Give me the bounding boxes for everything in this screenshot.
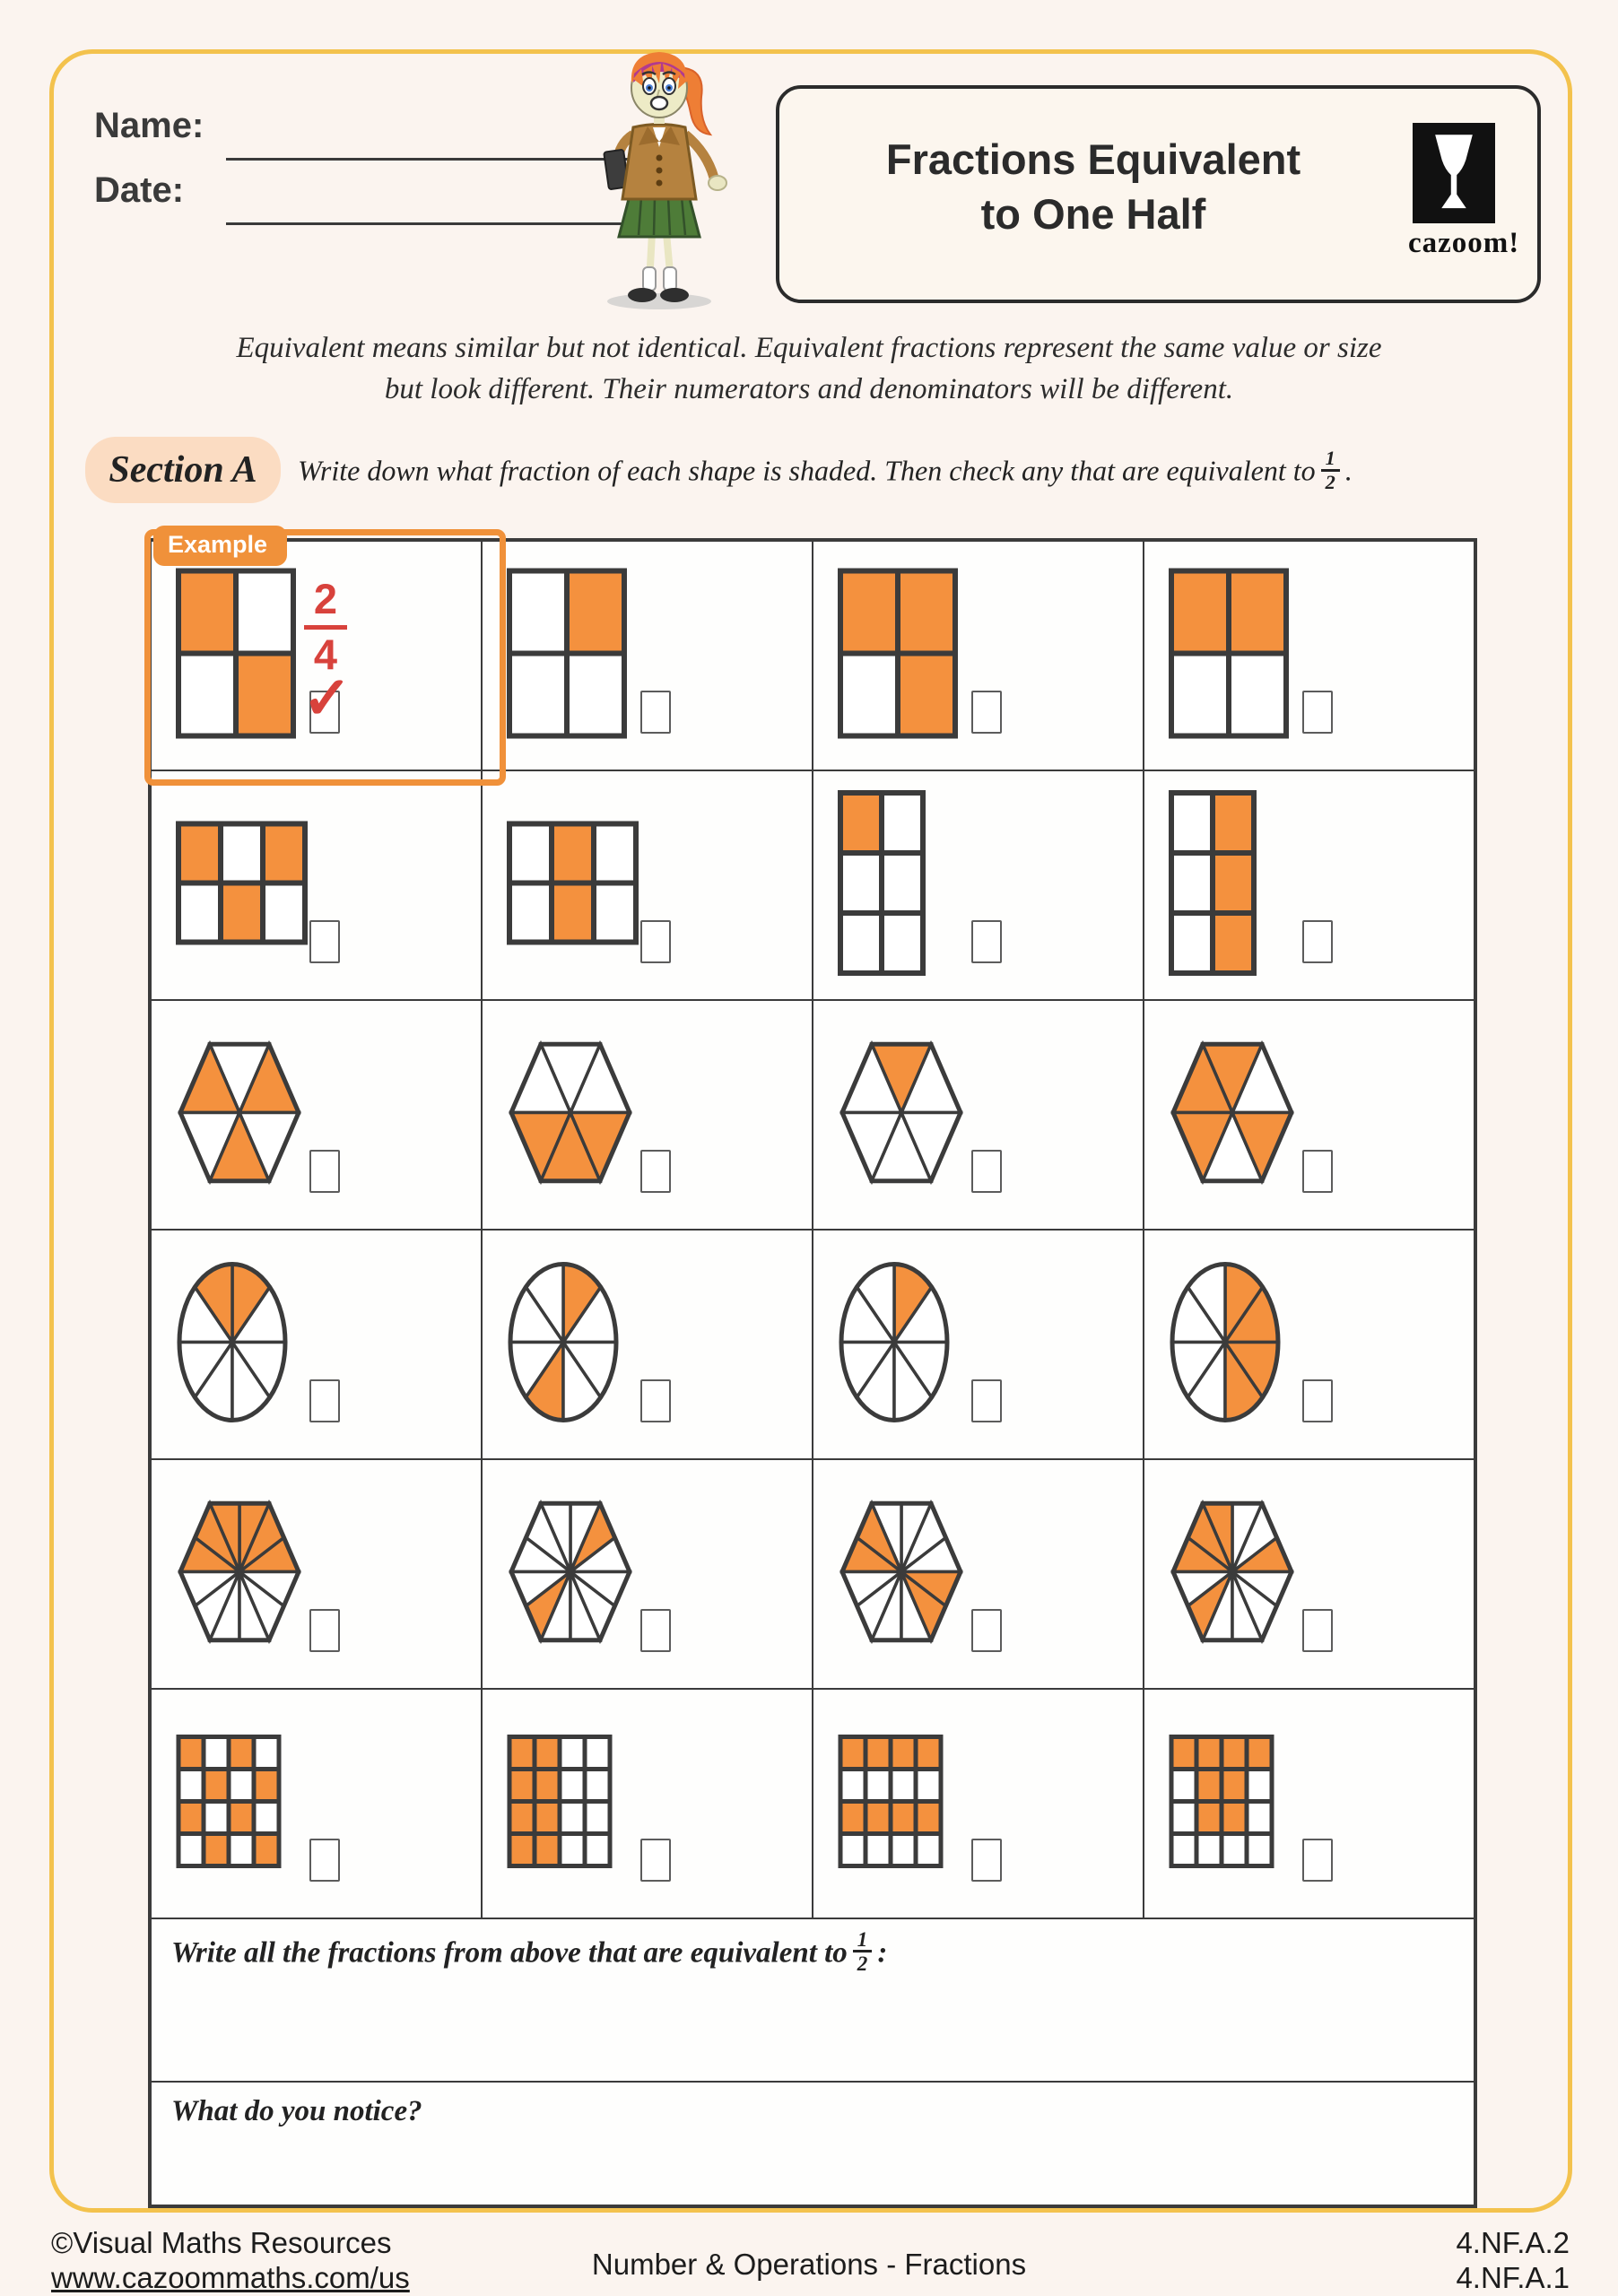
- fraction-shape: [175, 1260, 290, 1425]
- name-label: Name:: [94, 106, 204, 145]
- fraction-shape-wrap: [1168, 1734, 1275, 1874]
- cazoom-logo-icon: [1413, 123, 1495, 223]
- fraction-cell-10: [482, 1000, 813, 1230]
- equivalent-checkbox[interactable]: [1302, 691, 1333, 734]
- fraction-shape-wrap: [175, 1488, 304, 1661]
- equivalent-checkbox[interactable]: [640, 1839, 671, 1882]
- intro-line1: Equivalent means similar but not identical. Equivalent fractions represent the same value or size: [236, 332, 1382, 364]
- fraction-shape: [175, 1029, 304, 1197]
- fraction-shape-wrap: [506, 1488, 635, 1661]
- fraction-shape: [1168, 789, 1257, 977]
- fraction-cell-17: [151, 1459, 482, 1689]
- fraction-cell-16: [1144, 1230, 1474, 1459]
- fraction-shape-wrap: [175, 1260, 290, 1430]
- fraction-cell-19: [813, 1459, 1144, 1689]
- equivalent-checkbox[interactable]: [309, 920, 340, 963]
- fraction-shape: [1168, 1029, 1297, 1197]
- notice-answer-space[interactable]: [152, 2136, 1474, 2205]
- intro-line2: but look different. Their numerators and denominators will be different.: [384, 372, 1234, 405]
- date-label: Date:: [94, 170, 185, 210]
- equivalent-checkbox[interactable]: [640, 1379, 671, 1422]
- title-line2: to One Half: [980, 190, 1206, 239]
- title-line1: Fractions Equivalent: [885, 135, 1301, 183]
- equivalent-checkbox[interactable]: [309, 1150, 340, 1193]
- fraction-shape: [1168, 1260, 1283, 1425]
- equivalent-checkbox[interactable]: [971, 1609, 1002, 1652]
- notice-row: [151, 2082, 1474, 2205]
- equivalent-checkbox[interactable]: [1302, 1150, 1333, 1193]
- fraction-shape: [506, 821, 639, 946]
- fraction-cell-9: [151, 1000, 482, 1230]
- equivalent-checkbox[interactable]: [1302, 920, 1333, 963]
- equivalent-checkbox[interactable]: [309, 1379, 340, 1422]
- fraction-shape: [1168, 1488, 1297, 1657]
- intro-text: [0, 328, 1618, 410]
- equivalent-checkbox[interactable]: [640, 1150, 671, 1193]
- write-fractions-prompt: Write all the fractions from above that are equivalent to: [171, 1936, 848, 1970]
- fraction-cell-18: [482, 1459, 813, 1689]
- fraction-cell-22: [482, 1689, 813, 1918]
- fraction-cell-15: [813, 1230, 1144, 1459]
- fraction-shape: [506, 1734, 613, 1870]
- fraction-shape-wrap: [837, 1488, 966, 1661]
- example-tab: Example: [153, 526, 287, 566]
- cazoom-logo-text: cazoom!: [1408, 227, 1520, 259]
- fraction-cell-7: [813, 770, 1144, 1000]
- fraction-shape: [175, 568, 297, 740]
- fraction-shape-wrap: [1168, 1260, 1283, 1430]
- equivalent-checkbox[interactable]: [309, 1609, 340, 1652]
- one-half-fraction: $\frac{1}{2}$: [1321, 448, 1340, 492]
- fraction-shape: [837, 1029, 966, 1197]
- cartoon-girl-illustration: [565, 45, 753, 314]
- fraction-shape-wrap: [175, 1734, 283, 1874]
- equivalent-checkbox[interactable]: [1302, 1609, 1333, 1652]
- equivalent-checkbox[interactable]: [971, 920, 1002, 963]
- write-fractions-answer-space[interactable]: [152, 1973, 1474, 2081]
- fraction-shape-wrap: [837, 568, 959, 744]
- section-a-instruction-text: Write down what fraction of each shape is shaded. Then check any that are equivalent to: [298, 454, 1316, 487]
- fraction-cell-6: [482, 770, 813, 1000]
- example-answer-numerator: 2: [304, 576, 347, 630]
- fraction-shape-wrap: [506, 568, 628, 744]
- fraction-shape: [837, 1260, 952, 1425]
- fraction-shape-wrap: [1168, 568, 1290, 744]
- fraction-cell-21: [151, 1689, 482, 1918]
- fraction-cell-20: [1144, 1459, 1474, 1689]
- standard-code-1: 4.NF.A.2: [1456, 2226, 1570, 2259]
- fraction-shape: [506, 568, 628, 740]
- fraction-cell-3: [813, 541, 1144, 770]
- fraction-shape-wrap: [506, 821, 639, 951]
- fraction-shape: [837, 1734, 944, 1870]
- fraction-cell-2: [482, 541, 813, 770]
- fraction-shape: [1168, 568, 1290, 740]
- standard-code-2: 4.NF.A.1: [1456, 2261, 1570, 2294]
- fraction-cell-23: [813, 1689, 1144, 1918]
- fraction-cell-24: [1144, 1689, 1474, 1918]
- copyright-text: ©Visual Maths Resources: [51, 2226, 392, 2259]
- equivalent-checkbox[interactable]: [640, 920, 671, 963]
- fraction-shape: [175, 1734, 283, 1870]
- fraction-shape-wrap: [837, 1029, 966, 1202]
- notice-prompt: What do you notice?: [171, 2095, 422, 2127]
- fraction-shape: [837, 1488, 966, 1657]
- fraction-cell-4: [1144, 541, 1474, 770]
- fraction-cell-13: [151, 1230, 482, 1459]
- fraction-shape-wrap: [837, 789, 926, 981]
- section-a-instruction-suffix: .: [1344, 454, 1353, 487]
- fraction-shape-wrap: [1168, 789, 1257, 981]
- fraction-shape: [837, 789, 926, 977]
- example-answer-denominator: 4: [313, 630, 338, 678]
- fraction-shape-wrap: [175, 821, 309, 951]
- equivalent-checkbox[interactable]: [309, 1839, 340, 1882]
- fraction-shape-wrap: [1168, 1029, 1297, 1202]
- fraction-shape-wrap: [506, 1029, 635, 1202]
- equivalent-checkbox[interactable]: [640, 691, 671, 734]
- fraction-cell-5: [151, 770, 482, 1000]
- equivalent-checkbox[interactable]: [1302, 1379, 1333, 1422]
- fraction-shape: [506, 1488, 635, 1657]
- fraction-cell-1: [151, 531, 482, 770]
- equivalent-checkbox[interactable]: [971, 1839, 1002, 1882]
- worksheet-title: [806, 132, 1380, 241]
- fraction-shape: [506, 1029, 635, 1197]
- equivalent-checkbox[interactable]: [971, 691, 1002, 734]
- fraction-cell-8: [1144, 770, 1474, 1000]
- write-fractions-row: [151, 1918, 1474, 2082]
- equivalent-checkbox[interactable]: [971, 1379, 1002, 1422]
- fraction-cell-12: [1144, 1000, 1474, 1230]
- fraction-cell-11: [813, 1000, 1144, 1230]
- fraction-shape-wrap: [1168, 1488, 1297, 1661]
- fraction-shape-wrap: [837, 1734, 944, 1874]
- fraction-shape: [837, 568, 959, 740]
- one-half-fraction: $\frac{1}{2}$: [853, 1928, 873, 1974]
- cazoom-logo: [1408, 123, 1520, 260]
- section-a-label: Section A: [85, 437, 281, 503]
- fraction-shape-wrap: [506, 1260, 621, 1430]
- fraction-shapes-grid: [148, 531, 1477, 2208]
- section-a-instruction: [298, 447, 1535, 496]
- fraction-shape: [506, 1260, 621, 1425]
- footer-topic: Number & Operations - Fractions: [591, 2248, 1027, 2281]
- write-fractions-suffix: :: [877, 1936, 888, 1970]
- cazoom-url-link[interactable]: www.cazoommaths.com/us: [51, 2261, 410, 2294]
- fraction-shape-wrap: [175, 568, 297, 744]
- equivalent-checkbox[interactable]: [640, 1609, 671, 1652]
- fraction-shape-wrap: [837, 1260, 952, 1430]
- fraction-shape: [175, 821, 309, 946]
- equivalent-checkbox[interactable]: [1302, 1839, 1333, 1882]
- example-checkmark-icon: ✓: [302, 665, 352, 731]
- fraction-shape-wrap: [175, 1029, 304, 1202]
- fraction-cell-14: [482, 1230, 813, 1459]
- fraction-shape: [175, 1488, 304, 1657]
- fraction-shape: [1168, 1734, 1275, 1870]
- equivalent-checkbox[interactable]: [971, 1150, 1002, 1193]
- worksheet-title-box: [776, 85, 1541, 303]
- fraction-shape-wrap: [506, 1734, 613, 1874]
